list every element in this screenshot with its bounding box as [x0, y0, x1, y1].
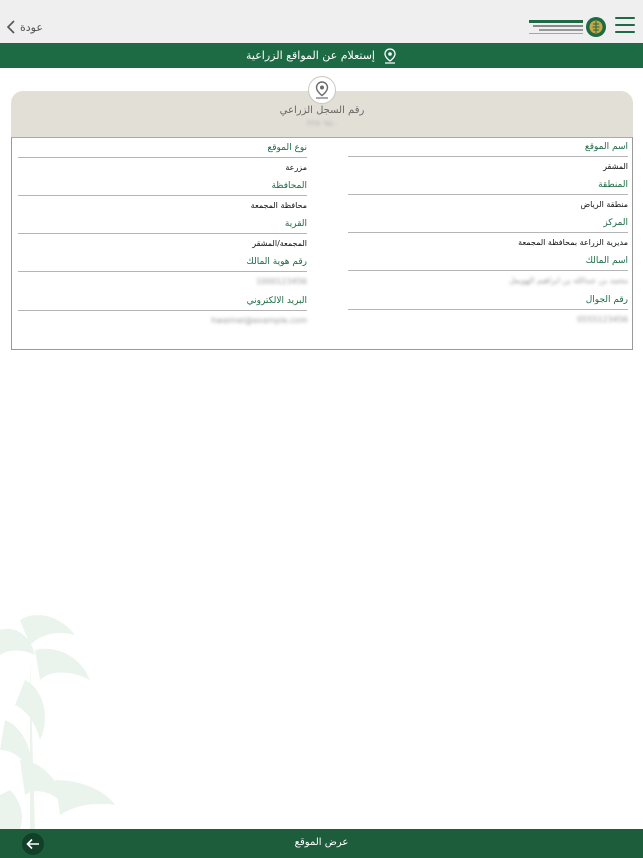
page-title-bar [0, 43, 643, 68]
field-value: مزرعة [285, 163, 307, 172]
registry-label: رقم السجل الزراعي [279, 105, 365, 116]
field-label: نوع الموقع [267, 143, 307, 153]
field-label: اسم الموقع [584, 142, 628, 152]
divider [18, 157, 307, 158]
field-value: مديرية الزراعة بمحافظة المجمعة [518, 238, 628, 247]
field-label: المركز [603, 218, 628, 228]
divider [348, 309, 628, 310]
back-label: عودة [20, 20, 43, 34]
divider [18, 310, 307, 311]
map-pin-icon [314, 81, 330, 99]
hamburger-menu-icon[interactable] [615, 17, 635, 33]
field-value: hwaimel@example.com [211, 316, 307, 325]
divider [18, 271, 307, 272]
divider [18, 233, 307, 234]
field-label: المحافظة [271, 181, 307, 191]
top-bar [0, 0, 643, 43]
field-site-type [18, 143, 307, 181]
field-value: محافظة المجمعة [250, 201, 307, 210]
field-site-name [348, 142, 628, 180]
field-value: المجمعة/المشقر [252, 239, 307, 248]
field-owner-name [348, 256, 628, 294]
field-email [18, 296, 307, 334]
divider [348, 232, 628, 233]
ministry-logo [527, 16, 607, 38]
field-value: منطقة الرياض [580, 200, 628, 209]
details-card [11, 137, 633, 350]
field-label: رقم هوية المالك [246, 257, 307, 267]
field-village [18, 219, 307, 257]
field-label: البريد الالكتروني [246, 296, 307, 306]
page-title: إستعلام عن المواقع الزراعية [246, 49, 375, 62]
palm-watermark-icon [0, 610, 130, 829]
location-pin-icon [383, 48, 397, 64]
registry-value: ٢٢٧٠٩٨٠ [306, 119, 338, 128]
field-label: رقم الجوال [585, 295, 628, 305]
back-button[interactable] [6, 18, 43, 36]
divider [348, 270, 628, 271]
field-governorate [18, 181, 307, 219]
field-mobile [348, 295, 628, 333]
divider [348, 194, 628, 195]
divider [18, 195, 307, 196]
field-label: اسم المالك [585, 256, 628, 266]
chevron-left-icon [6, 20, 16, 34]
field-value: 1000123456 [256, 277, 307, 286]
registry-pin-badge [308, 76, 336, 104]
field-value: محمد بن عبدالله بن ابراهيم الهويمل [508, 276, 628, 285]
field-value: المشقر [603, 162, 628, 171]
field-label: المنطقة [598, 180, 628, 190]
divider [348, 156, 628, 157]
field-region [348, 180, 628, 218]
view-location-label: عرض الموقع [294, 837, 349, 848]
field-owner-id [18, 257, 307, 295]
field-value: 0555123456 [577, 315, 628, 324]
view-location-bar[interactable] [0, 829, 643, 858]
field-center [348, 218, 628, 256]
field-label: القرية [284, 219, 307, 229]
